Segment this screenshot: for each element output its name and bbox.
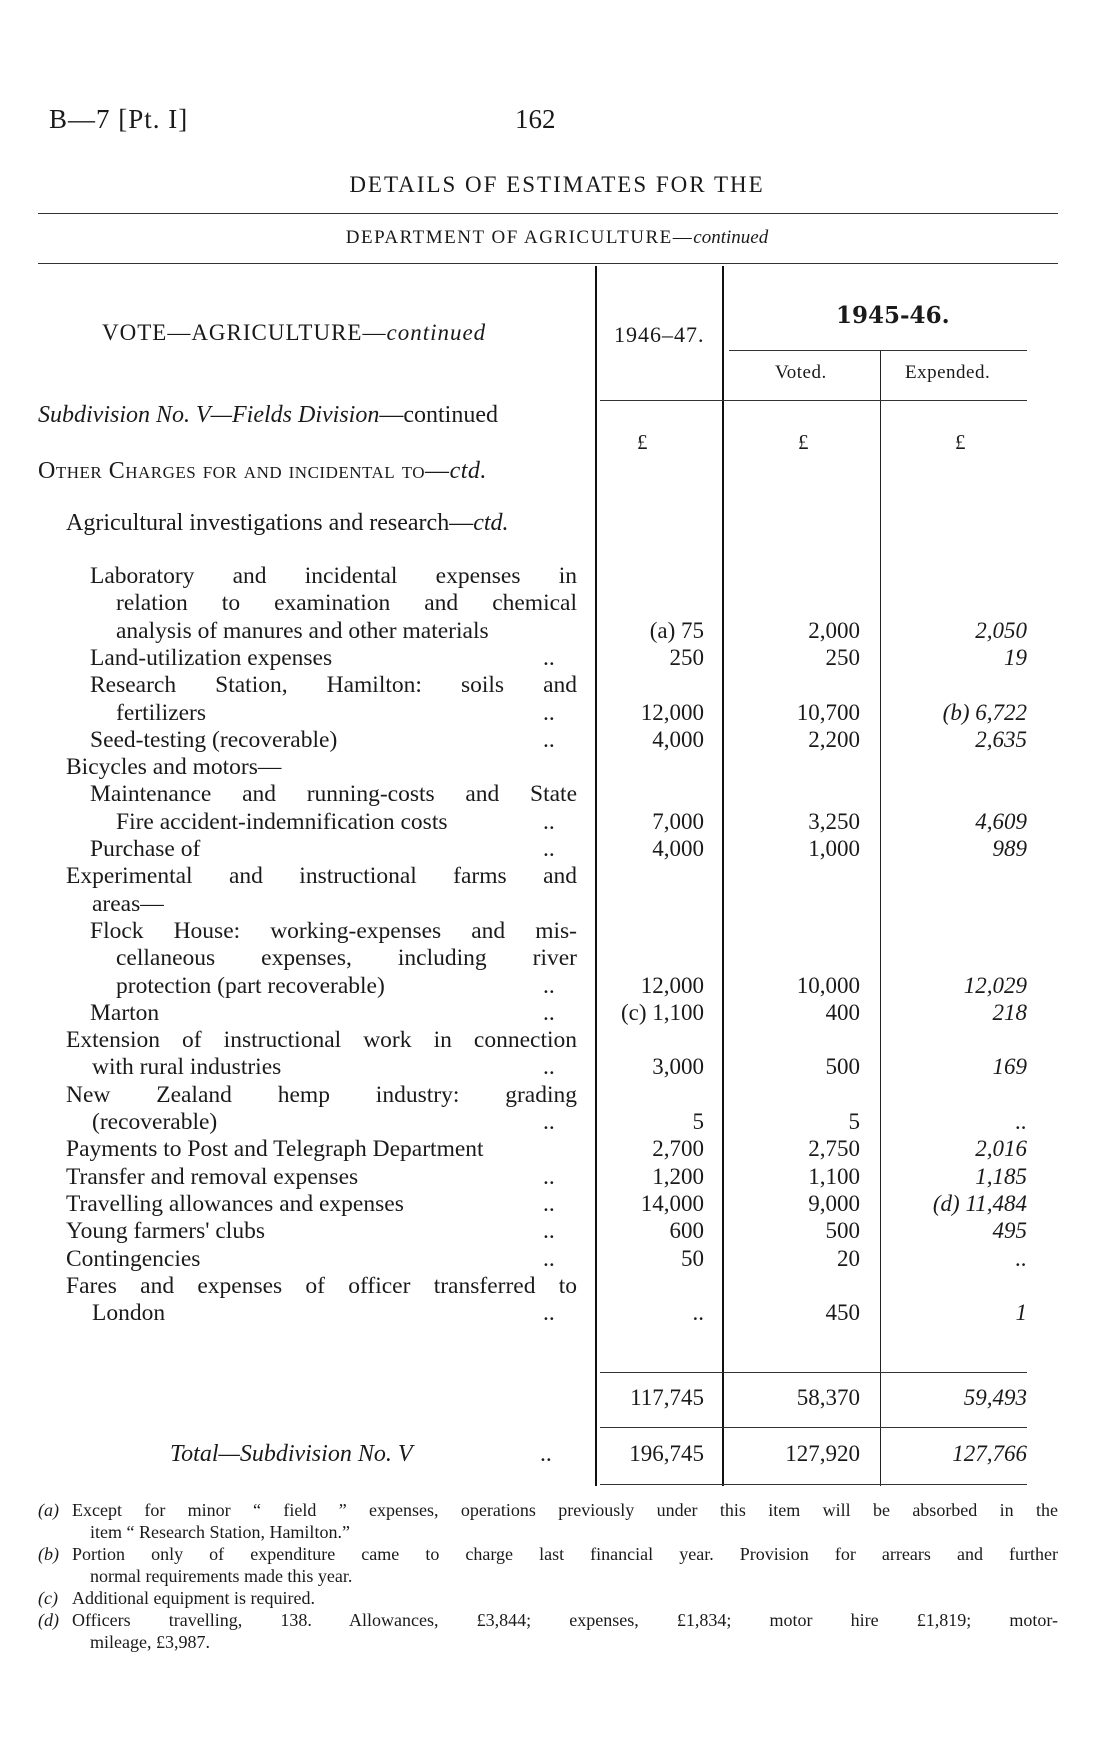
value-1946: 5	[692, 1109, 704, 1134]
row-text-line: relation to examination and chemical	[116, 590, 577, 617]
value-voted: 5	[848, 1109, 860, 1134]
value-1946: 12,000	[640, 972, 704, 998]
column-1946-47: 1946–47.	[614, 322, 705, 347]
currency-1946: £	[637, 430, 648, 454]
value-voted: 400	[825, 999, 860, 1025]
row-text-line: Maintenance and running-costs and State	[90, 781, 577, 808]
page-number: 162	[515, 104, 556, 134]
footnote-mark: (a)	[38, 1500, 59, 1520]
value-expended: 19	[1004, 644, 1027, 670]
leader-dots: ..	[543, 836, 555, 862]
leader-dots: ..	[543, 699, 555, 726]
column-divider-1945	[722, 266, 724, 1486]
value-expended: 4,609	[975, 808, 1027, 834]
value-voted: 2,000	[808, 617, 860, 643]
column-divider-expended	[880, 350, 881, 1486]
other-charges-heading	[38, 458, 487, 485]
currency-expended: £	[955, 430, 966, 454]
leader-dots: ..	[543, 644, 555, 671]
row-text-line: Flock House: working-expenses and mis-	[90, 917, 577, 944]
row-text-line: Experimental and instructional farms and	[66, 863, 577, 890]
value-1946: 4,000	[652, 836, 704, 861]
document-title: DETAILS OF ESTIMATES FOR THE	[349, 172, 765, 197]
value-1946: ..	[692, 1300, 704, 1326]
subtitle-rule	[38, 263, 1058, 264]
year-subhead-rule	[729, 350, 1027, 351]
subtitle-main: DEPARTMENT OF AGRICULTURE—	[345, 227, 694, 248]
total-1946: 196,745	[629, 1441, 704, 1466]
row-text-line: with rural industries	[92, 1054, 282, 1081]
vote-title-continued: continued	[386, 320, 487, 345]
column-voted: Voted.	[775, 362, 827, 383]
row-text-line: protection (part recoverable)	[116, 972, 385, 999]
row-text-line: (recoverable)	[92, 1109, 218, 1135]
total-expended: 127,766	[952, 1441, 1027, 1466]
row-text-line: Laboratory and incidental expenses in	[90, 563, 577, 589]
agri-investigations-heading	[66, 510, 509, 537]
leader-dots: ..	[543, 999, 555, 1026]
vote-title-main: VOTE—AGRICULTURE—	[102, 320, 387, 345]
value-voted: 10,700	[796, 699, 860, 725]
leader-dots: ..	[543, 808, 555, 835]
agri-investigations-ctd: ctd.	[473, 510, 509, 536]
row-text-line: Marton	[90, 999, 160, 1026]
document-subtitle	[0, 227, 1114, 249]
leader-dots: ..	[543, 1300, 555, 1327]
row-text-line: cellaneous expenses, including river	[116, 945, 577, 972]
value-1946: 600	[669, 1218, 704, 1244]
value-1946: 1,200	[652, 1163, 704, 1189]
subtotal-1946: 117,745	[630, 1385, 704, 1410]
footnote-text: Officers travelling, 138. Allowances, £3,844; expenses, £1,834; motor hire £1,819; motor-	[72, 1610, 1058, 1630]
footnote-mark: (b)	[38, 1544, 59, 1564]
row-text-line: areas—	[92, 890, 164, 917]
value-expended: 1	[1015, 1300, 1027, 1326]
footnote-text: Except for minor “ field ” expenses, operations previously under this item will be absorbed in the	[72, 1500, 1058, 1520]
footnote-text: Additional equipment is required.	[72, 1588, 315, 1608]
subtotal-expended: 59,493	[963, 1385, 1027, 1410]
value-1946: 7,000	[652, 808, 704, 834]
value-voted: 450	[825, 1300, 860, 1326]
row-text-line: Transfer and removal expenses	[66, 1163, 359, 1190]
column-expended: Expended.	[905, 362, 991, 383]
leader-dots: ..	[543, 1054, 555, 1081]
total-label: Total—Subdivision No. V	[170, 1441, 413, 1467]
subdivision-heading-rest: —continued	[379, 402, 498, 428]
subdivision-heading	[38, 402, 498, 429]
value-1946: 2,700	[652, 1136, 704, 1162]
footnote-mark: (c)	[38, 1588, 58, 1608]
value-expended: 1,185	[975, 1163, 1027, 1189]
currency-voted: £	[798, 430, 809, 454]
title-rule	[38, 213, 1058, 214]
row-text-line: Seed-testing (recoverable)	[90, 726, 338, 753]
value-expended: ..	[1015, 1109, 1027, 1134]
leader-dots: ..	[543, 1245, 555, 1272]
value-expended: 218	[992, 999, 1027, 1025]
row-text-line: analysis of manures and other materials	[116, 617, 489, 644]
vote-title	[102, 320, 486, 346]
table-bottom-rule	[600, 1484, 1027, 1485]
value-expended: (b) 6,722	[942, 699, 1027, 725]
value-voted: 3,250	[808, 808, 860, 834]
row-text-line: Payments to Post and Telegraph Department	[66, 1136, 484, 1163]
subtotal-rule	[600, 1372, 1027, 1373]
value-expended: 989	[992, 836, 1027, 861]
row-text-line: Travelling allowances and expenses	[66, 1190, 404, 1217]
row-text-line: Purchase of	[90, 836, 201, 862]
value-1946: 3,000	[652, 1054, 704, 1080]
row-text-line: Bicycles and motors—	[66, 754, 282, 781]
document-reference: B—7 [Pt. I]	[49, 104, 189, 134]
value-expended: 169	[992, 1054, 1027, 1080]
value-voted: 500	[825, 1218, 860, 1244]
row-text-line: Fares and expenses of officer transferred to	[66, 1272, 577, 1299]
value-expended: 495	[992, 1218, 1027, 1244]
value-voted: 10,000	[796, 972, 860, 998]
value-1946: (c) 1,100	[620, 999, 704, 1025]
value-1946: (a) 75	[649, 617, 704, 643]
leader-dots: ..	[543, 972, 555, 999]
footnote-text: normal requirements made this year.	[90, 1566, 353, 1586]
agri-investigations-main: Agricultural investigations and research—	[66, 510, 474, 536]
value-voted: 2,200	[808, 726, 860, 752]
footnote-text: mileage, £3,987.	[90, 1632, 210, 1652]
value-1946: 4,000	[652, 726, 704, 752]
leader-dots: ..	[543, 1109, 555, 1135]
value-expended: 2,050	[975, 617, 1027, 643]
row-text-line: London	[92, 1300, 166, 1327]
column-1945-46: 1945-46.	[836, 302, 950, 329]
value-voted: 1,000	[808, 836, 860, 861]
total-voted: 127,920	[785, 1441, 860, 1466]
other-charges-ctd: ctd.	[449, 458, 487, 484]
row-text-line: fertilizers	[116, 699, 207, 726]
subtotal-voted: 58,370	[796, 1385, 860, 1410]
column-head-rule	[600, 400, 1027, 401]
row-text-line: New Zealand hemp industry: grading	[66, 1081, 577, 1108]
value-expended: ..	[1015, 1245, 1027, 1271]
value-voted: 20	[837, 1245, 860, 1271]
value-expended: (d) 11,484	[932, 1190, 1027, 1216]
value-expended: 2,635	[975, 726, 1027, 752]
row-text-line: Land-utilization expenses	[90, 644, 333, 671]
leader-dots: ..	[543, 1218, 555, 1245]
footnote-text: Portion only of expenditure came to charge last financial year. Provision for arrears and further	[72, 1544, 1058, 1564]
subdivision-heading-italic: Subdivision No. V—Fields Division	[38, 402, 380, 428]
value-1946: 12,000	[640, 699, 704, 725]
value-1946: 50	[681, 1245, 704, 1271]
leader-dots: ..	[543, 1163, 555, 1190]
value-1946: 250	[669, 644, 704, 670]
footnote-text: item “ Research Station, Hamilton.”	[90, 1522, 350, 1542]
value-voted: 1,100	[808, 1163, 860, 1189]
row-text-line: Young farmers' clubs	[66, 1218, 265, 1245]
value-expended: 12,029	[963, 972, 1027, 998]
row-text-line: Research Station, Hamilton: soils and	[90, 672, 577, 699]
value-expended: 2,016	[975, 1136, 1027, 1162]
row-text-line: Extension of instructional work in connection	[66, 1027, 577, 1054]
row-text-line: Fire accident-indemnification costs	[116, 808, 448, 835]
value-1946: 14,000	[640, 1190, 704, 1216]
row-text-line: Contingencies	[66, 1245, 201, 1272]
leader-dots: ..	[543, 726, 555, 753]
value-voted: 500	[825, 1054, 860, 1080]
footnote-mark: (d)	[38, 1610, 59, 1630]
value-voted: 2,750	[808, 1136, 860, 1162]
column-divider-1946	[595, 266, 597, 1486]
subtitle-continued: continued	[693, 227, 769, 248]
other-charges-main: Other Charges for and incidental to—	[38, 458, 450, 484]
value-voted: 9,000	[808, 1190, 860, 1216]
total-dots: ..	[540, 1441, 552, 1467]
total-rule	[600, 1427, 1027, 1428]
leader-dots: ..	[543, 1190, 555, 1217]
value-voted: 250	[825, 644, 860, 670]
